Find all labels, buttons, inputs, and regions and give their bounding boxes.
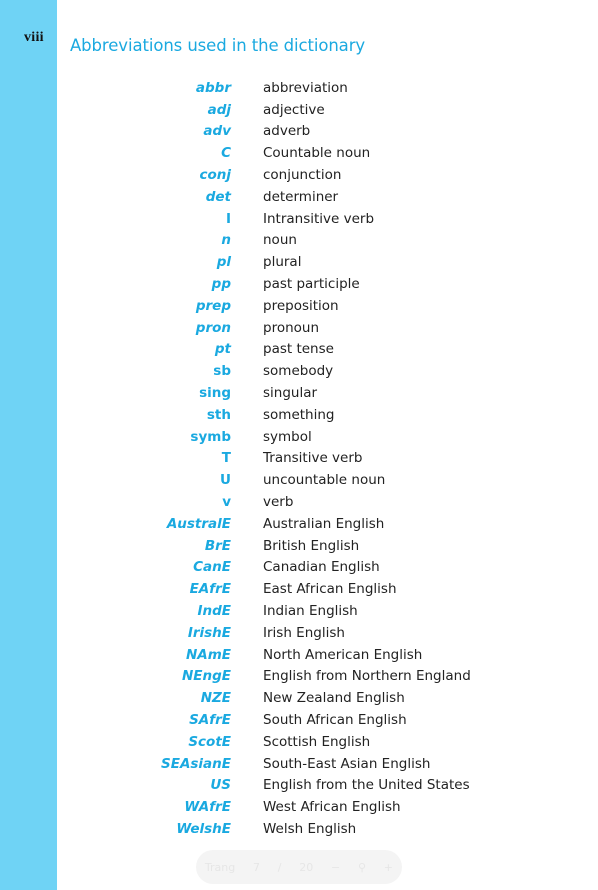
abbreviation-term: abbr [195, 79, 231, 96]
list-item [140, 731, 500, 753]
list-item [140, 99, 500, 121]
abbreviation-definition: adverb [263, 123, 311, 140]
list-item [140, 448, 500, 470]
list-item [140, 644, 500, 666]
abbreviation-term: NAmE [185, 646, 231, 663]
abbreviation-definition: pronoun [263, 319, 320, 336]
abbreviation-definition: noun [263, 232, 297, 249]
list-item [140, 753, 500, 775]
abbreviation-definition: adjective [263, 101, 325, 118]
list-item [140, 666, 500, 688]
list-item [140, 469, 500, 491]
abbreviation-term: AustralE [166, 515, 231, 532]
abbreviation-definition: conjunction [263, 167, 342, 184]
list-item [140, 208, 500, 230]
abbreviation-term: US [210, 777, 231, 794]
abbreviation-term: T [221, 450, 231, 467]
list-item [140, 491, 500, 513]
pager-label: Trang [204, 860, 236, 874]
abbreviation-list [140, 77, 500, 840]
abbreviation-definition: Indian English [263, 603, 358, 620]
pager-separator: / [277, 860, 282, 874]
abbreviation-term: ScotE [188, 733, 231, 750]
abbreviation-term: v [222, 494, 231, 511]
abbreviation-definition: past participle [263, 276, 360, 293]
abbreviation-term: BrE [204, 537, 231, 554]
list-item [140, 600, 500, 622]
abbreviation-definition: abbreviation [263, 79, 348, 96]
abbreviation-definition: Countable noun [263, 145, 371, 162]
abbreviation-term: det [205, 188, 231, 205]
abbreviation-definition: English from Northern England [263, 668, 471, 685]
abbreviation-term: SEAsianE [161, 755, 231, 772]
abbreviation-definition: East African English [263, 581, 397, 598]
list-item [140, 77, 500, 99]
abbreviation-definition: Welsh English [263, 820, 357, 837]
abbreviation-definition: Canadian English [263, 559, 380, 576]
abbreviation-definition: North American English [263, 646, 423, 663]
pager-current-page[interactable]: 7 [252, 860, 260, 874]
abbreviation-definition: West African English [263, 799, 401, 816]
page-navigation-bar[interactable] [196, 850, 402, 884]
abbreviation-definition: New Zealand English [263, 690, 405, 707]
abbreviation-definition: Irish English [263, 624, 345, 641]
abbreviation-term: EAfrE [189, 581, 231, 598]
abbreviation-term: NZE [200, 690, 231, 707]
abbreviation-term: I [225, 210, 231, 227]
pager-total-pages: 20 [299, 860, 314, 874]
abbreviation-term: NEngE [181, 668, 231, 685]
zoom-in-icon[interactable]: + [383, 860, 394, 874]
list-item [140, 121, 500, 143]
abbreviation-term: IrishE [187, 624, 231, 641]
list-item [140, 382, 500, 404]
abbreviation-term: pp [211, 276, 231, 293]
abbreviation-definition: Intransitive verb [263, 210, 375, 227]
abbreviation-term: pl [216, 254, 231, 271]
abbreviation-term: CanE [193, 559, 231, 576]
list-item [140, 164, 500, 186]
abbreviation-definition: preposition [263, 297, 339, 314]
abbreviation-definition: British English [263, 537, 360, 554]
abbreviation-term: sing [199, 385, 231, 402]
list-item [140, 796, 500, 818]
abbreviation-term: SAfrE [189, 712, 231, 728]
abbreviation-definition: symbol [263, 428, 312, 445]
page-title: Abbreviations used in the dictionary [70, 36, 366, 55]
abbreviation-term: prep [195, 297, 231, 314]
abbreviation-definition: singular [263, 385, 318, 402]
side-color-band [0, 0, 57, 890]
list-item [140, 339, 500, 361]
abbreviation-definition: verb [263, 494, 294, 511]
abbreviation-term: sb [213, 363, 231, 380]
list-item [140, 578, 500, 600]
list-item [140, 230, 500, 252]
list-item [140, 709, 500, 731]
abbreviation-term: U [220, 472, 231, 489]
abbreviation-term: WAfrE [184, 799, 231, 816]
abbreviation-definition: somebody [263, 363, 334, 380]
abbreviation-term: conj [199, 167, 231, 184]
abbreviation-term: adj [207, 101, 231, 118]
abbreviation-definition: uncountable noun [263, 472, 386, 489]
abbreviation-definition: Transitive verb [263, 450, 363, 467]
abbreviation-definition: something [263, 406, 335, 423]
magnifier-icon[interactable]: ⚲ [357, 860, 367, 874]
abbreviation-definition: South African English [263, 712, 407, 728]
abbreviation-definition: South-East Asian English [263, 755, 431, 772]
list-item [140, 295, 500, 317]
abbreviation-term: IndE [197, 603, 231, 620]
zoom-out-icon[interactable]: − [330, 860, 341, 874]
list-item [140, 404, 500, 426]
abbreviation-term: adv [203, 123, 231, 140]
page-number: viii [24, 30, 44, 45]
list-item [140, 251, 500, 273]
list-item [140, 360, 500, 382]
list-item [140, 273, 500, 295]
abbreviation-definition: Australian English [263, 515, 385, 532]
list-item [140, 513, 500, 535]
abbreviation-term: symb [190, 428, 231, 445]
abbreviation-definition: determiner [263, 188, 339, 205]
abbreviation-term: sth [206, 406, 231, 423]
list-item [140, 186, 500, 208]
abbreviation-definition: Scottish English [263, 733, 371, 750]
abbreviation-definition: plural [263, 254, 302, 271]
list-item [140, 142, 500, 164]
list-item [140, 775, 500, 797]
list-item [140, 818, 500, 840]
list-item [140, 622, 500, 644]
abbreviation-term: n [221, 232, 231, 249]
abbreviation-term: C [221, 145, 231, 162]
list-item [140, 535, 500, 557]
abbreviation-definition: past tense [263, 341, 334, 358]
list-item [140, 426, 500, 448]
abbreviation-term: WelshE [176, 820, 231, 837]
abbreviation-definition: English from the United States [263, 777, 470, 794]
abbreviation-term: pron [195, 319, 231, 336]
list-item [140, 557, 500, 579]
abbreviation-term: pt [214, 341, 231, 358]
list-item [140, 687, 500, 709]
list-item [140, 317, 500, 339]
